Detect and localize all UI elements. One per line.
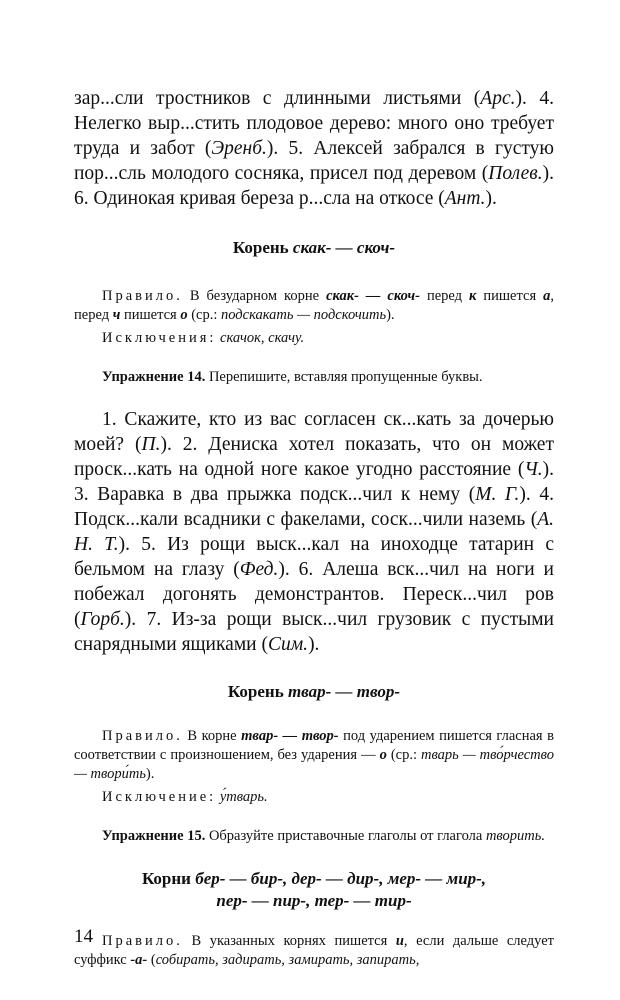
exception-tvar: Исключение: у́тварь. — [102, 789, 268, 805]
page-body — [74, 86, 554, 970]
exercise-14-task: Упражнение 14. Перепишите, вставляя пропущенные буквы. — [102, 369, 483, 385]
paragraph-top: зар...сли тростников с длинными листьями (Арс.). 4. Нелегко выр...стить плодовое дерево: много оно требует труда и забот (Эренб.). 5. Алексей забрался в густую пор...сль молодого сосняка, присел под деревом (Полев.). 6. Одинокая кривая береза р...сла на откосе (Ант.). — [74, 88, 554, 209]
rule-tvar: Правило. В корне твар- — твор- под ударением пишется гласная в соответствии с произношением, без ударения — о (ср.: тварь — тво́рчество — твори́ть). — [74, 728, 554, 782]
rule-skak: Правило. В безударном корне скак- — скоч- перед к пишется а, перед ч пишется о (ср.: подскакать — подскочить). — [74, 288, 554, 323]
rule-ber: Правило. В указанных корнях пишется и, если дальше следует суффикс -а- (собирать, задирать, замирать, запирать, — [74, 933, 554, 968]
exercise-14-text: 1. Скажите, кто из вас согласен ск...кать за дочерью моей? (П.). 2. Дениска хотел показать, что он может проск...кать на одной ноге какое угодно расстояние (Ч.). 3. Варавка в два прыжка подск...чил к нему (М. Г.). 4. Подск...кали всадники с факелами, соск...чили наземь (А. Н. Т.). 5. Из рощи выск...кал на иноходце татарин с бельмом на глазу (Фед.). 6. Алеша вск...чил на ноги и побежал догонять демонстрантов. Переск...чил ров (Горб.). 7. Из-за рощи выск...чил грузовик с пустыми снарядными ящиками (Сим.). — [74, 409, 555, 655]
section-heading-skak: Корень скак- — скоч- — [232, 238, 396, 257]
section-heading-ber: Корни бер- — бир-, дер- — дир-, мер- — мир-, пер- — пир-, тер- — тир- — [141, 869, 487, 910]
exception-skak: Исключения: скачок, скачу. — [102, 330, 305, 346]
exercise-15-task: Упражнение 15. Образуйте приставочные глаголы от глагола творить. — [102, 828, 545, 844]
section-heading-tvar: Корень твар- — твор- — [227, 682, 401, 701]
page-number: 14 — [74, 926, 93, 947]
